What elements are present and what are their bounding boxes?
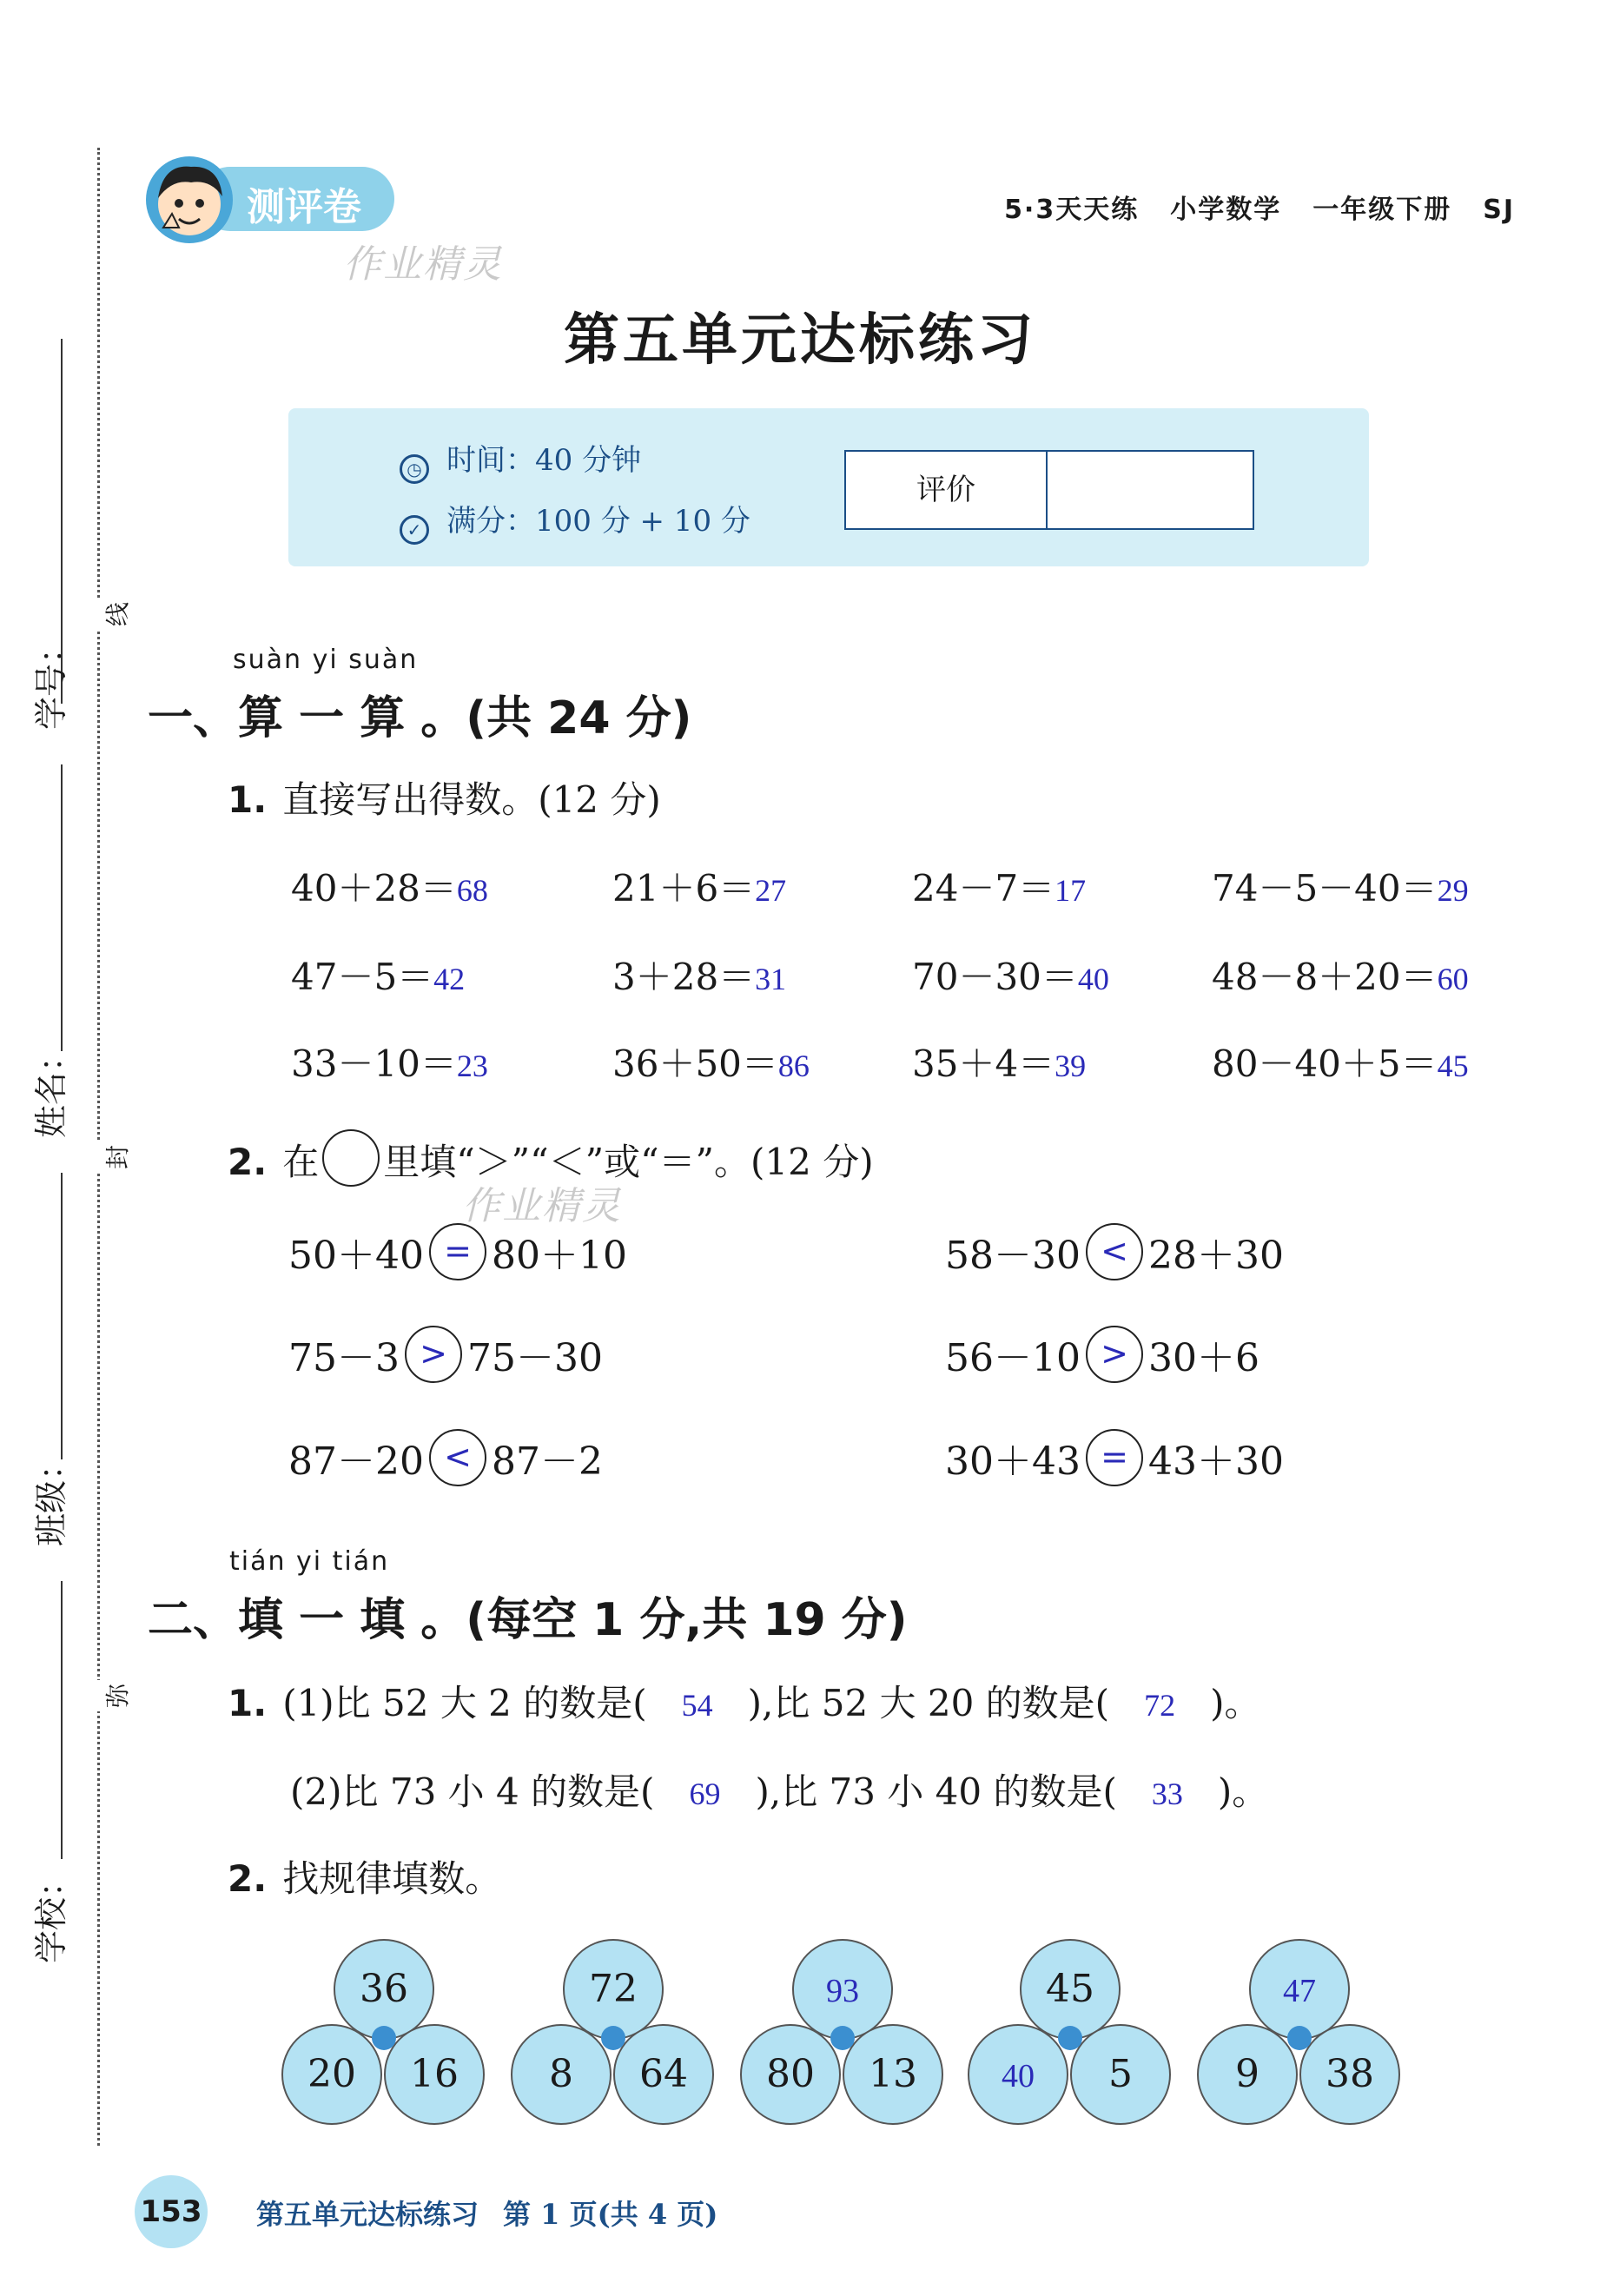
class-label: 班级：	[32, 1446, 70, 1546]
compare-item	[288, 1326, 603, 1383]
calc-answer[interactable]: 23	[456, 1049, 488, 1083]
clover-number: 40	[1002, 2058, 1035, 2094]
calc-answer[interactable]: 27	[755, 873, 787, 908]
compare-left: 30＋43	[945, 1439, 1081, 1484]
clover-number: 72	[589, 1967, 638, 2011]
clover-petal-right	[843, 2024, 943, 2125]
clover-number: 8	[549, 2052, 573, 2096]
number-clover	[1195, 1939, 1404, 2139]
calc-item	[1212, 949, 1469, 1001]
watermark: 作业精灵	[343, 242, 503, 287]
calc-expression: 3＋28＝	[612, 956, 756, 998]
clover-petal-right	[1070, 2024, 1171, 2125]
subject-name: 小学数学	[1170, 195, 1282, 225]
s2-q2-prompt	[228, 1850, 501, 1902]
fill-text: )。	[1210, 1682, 1261, 1724]
calc-answer[interactable]: 40	[1077, 962, 1109, 996]
calc-expression: 35＋4＝	[912, 1042, 1055, 1085]
compare-left: 50＋40	[288, 1234, 424, 1278]
calc-answer[interactable]: 86	[777, 1049, 810, 1083]
school-line	[61, 1581, 63, 1859]
answer-blank[interactable]: 54	[681, 1688, 713, 1723]
page-number: 153	[135, 2175, 208, 2248]
compare-item	[945, 1429, 1284, 1486]
info-box	[288, 408, 1369, 566]
clover-petal-left	[1197, 2024, 1298, 2125]
calc-item	[912, 860, 1086, 912]
compare-item	[288, 1223, 627, 1280]
calc-answer[interactable]: 68	[456, 873, 488, 908]
time-row	[400, 436, 641, 484]
clover-number: 13	[869, 2052, 917, 2096]
clover-number: 45	[1046, 1967, 1094, 2011]
clover-number: 36	[360, 1967, 408, 2011]
clover-petal-left	[740, 2024, 841, 2125]
school-label: 学校：	[32, 1863, 70, 1963]
footer	[135, 2175, 969, 2248]
time-label: 时间：40 分钟	[446, 443, 642, 478]
clover-number: 64	[639, 2052, 688, 2096]
s1-q2-text-before: 在	[282, 1141, 320, 1183]
s2-q1-line2	[290, 1763, 1268, 1816]
clover-number: 16	[410, 2052, 459, 2096]
calc-item	[291, 949, 465, 1001]
calc-expression: 36＋50＝	[612, 1042, 778, 1085]
clover-petal-right	[1299, 2024, 1400, 2125]
clover-number: 20	[307, 2052, 356, 2096]
compare-sign-circle[interactable]: =	[429, 1223, 486, 1280]
student-id-label: 学号：	[32, 630, 70, 730]
s2-q1-line1	[228, 1675, 1260, 1727]
clover-center-dot	[1287, 2026, 1312, 2050]
calc-expression: 33－10＝	[291, 1042, 457, 1085]
compare-left: 87－20	[288, 1439, 424, 1484]
check-icon: ✓	[400, 515, 429, 545]
clover-petal-top	[563, 1939, 664, 2040]
calc-item	[291, 1036, 488, 1088]
compare-right: 75－30	[466, 1336, 603, 1380]
compare-left: 75－3	[288, 1336, 400, 1380]
clover-number: 47	[1283, 1973, 1316, 2009]
clover-petal-top[interactable]	[1249, 1939, 1350, 2040]
footer-page: 第 1 页(共 4 页)	[503, 2198, 718, 2231]
compare-right: 28＋30	[1147, 1234, 1284, 1278]
calc-item	[912, 1036, 1086, 1088]
answer-blank[interactable]: 72	[1144, 1688, 1176, 1723]
compare-sign-circle[interactable]: >	[405, 1326, 462, 1383]
compare-item	[288, 1429, 603, 1486]
calc-item	[612, 949, 786, 1001]
clock-icon: ◷	[400, 454, 429, 484]
compare-sign-circle[interactable]: =	[1086, 1429, 1143, 1486]
section1-pinyin: suàn yi suàn	[233, 645, 419, 675]
calc-item	[1212, 1036, 1469, 1088]
calc-expression: 24－7＝	[912, 867, 1055, 910]
clover-petal-right	[384, 2024, 485, 2125]
fill-text: ),比 52 大 20 的数是(	[747, 1682, 1110, 1724]
seal-feng: 封	[97, 1141, 136, 1173]
answer-blank[interactable]: 69	[689, 1777, 721, 1811]
name-label: 姓名：	[32, 1038, 70, 1138]
calc-item	[612, 1036, 810, 1088]
fill-text: (1)比 52 大 2 的数是(	[282, 1682, 647, 1724]
grade-name: 一年级下册	[1312, 195, 1452, 225]
s1-q2-text-after: 里填“＞”“＜”或“＝”。(12 分)	[383, 1141, 874, 1183]
calc-item	[612, 860, 786, 912]
calc-expression: 80－40＋5＝	[1212, 1042, 1438, 1085]
compare-right: 30＋6	[1147, 1336, 1260, 1380]
compare-left: 58－30	[945, 1234, 1081, 1278]
number-clover	[280, 1939, 488, 2139]
calc-expression: 21＋6＝	[612, 867, 756, 910]
s1-q1-prompt	[228, 771, 661, 824]
edition-name: SJ	[1483, 195, 1515, 225]
calc-expression: 74－5－40＝	[1212, 867, 1438, 910]
compare-sign-circle[interactable]: <	[1086, 1223, 1143, 1280]
clover-petal-right	[613, 2024, 714, 2125]
calc-answer[interactable]: 31	[755, 962, 787, 996]
clover-number: 5	[1108, 2052, 1133, 2096]
score-label: 满分：100 分 + 10 分	[446, 504, 750, 539]
compare-sign-circle[interactable]: <	[429, 1429, 486, 1486]
clover-number: 80	[766, 2052, 815, 2096]
calc-expression: 40＋28＝	[291, 867, 457, 910]
book-info	[973, 188, 1515, 226]
calc-answer[interactable]: 17	[1055, 873, 1087, 908]
calc-answer[interactable]: 39	[1055, 1049, 1087, 1083]
clover-number: 93	[826, 1973, 859, 2009]
evaluation-label: 评价	[846, 452, 1048, 528]
s2-q2-text: 找规律填数。	[282, 1857, 502, 1900]
s1-q2-number: 2.	[228, 1141, 268, 1183]
calc-answer[interactable]: 29	[1437, 873, 1469, 908]
fill-text: ),比 73 小 40 的数是(	[755, 1770, 1117, 1813]
compare-right: 80＋10	[491, 1234, 627, 1278]
calc-answer[interactable]: 42	[433, 962, 466, 996]
compare-sign-circle[interactable]: >	[1086, 1326, 1143, 1383]
section2-pinyin: tián yi tián	[229, 1546, 390, 1577]
number-clover	[509, 1939, 717, 2139]
calc-item	[291, 860, 488, 912]
clover-petal-top	[334, 1939, 434, 2040]
badge-label: 测评卷	[247, 185, 361, 229]
clover-number: 9	[1235, 2052, 1260, 2096]
number-clover	[966, 1939, 1174, 2139]
clover-center-dot	[1058, 2026, 1082, 2050]
fill-text: )。	[1217, 1770, 1269, 1813]
clover-center-dot	[830, 2026, 855, 2050]
blank-circle-icon	[322, 1129, 380, 1187]
clover-number: 38	[1326, 2052, 1374, 2096]
s2-q2-number: 2.	[228, 1857, 268, 1900]
compare-left: 56－10	[945, 1336, 1081, 1380]
calc-expression: 70－30＝	[912, 956, 1078, 998]
clover-petal-left[interactable]	[968, 2024, 1068, 2125]
series-name: 5·3天天练	[1004, 195, 1140, 225]
section2-title: 二、填 一 填 。(每空 1 分,共 19 分)	[148, 1594, 908, 1646]
compare-item	[945, 1223, 1284, 1280]
mascot-icon	[146, 156, 233, 243]
number-clover	[738, 1939, 947, 2139]
page-title: 第五单元达标练习	[564, 308, 1036, 373]
s2-q1-number: 1.	[228, 1682, 268, 1724]
compare-right: 43＋30	[1147, 1439, 1284, 1484]
clover-petal-top	[1020, 1939, 1121, 2040]
calc-item	[912, 949, 1109, 1001]
footer-section: 第五单元达标练习	[256, 2198, 479, 2231]
name-line	[61, 764, 63, 1051]
seal-mi: 弥	[97, 1680, 136, 1711]
fill-text: (2)比 73 小 4 的数是(	[290, 1770, 655, 1813]
clover-center-dot	[372, 2026, 396, 2050]
calc-answer[interactable]: 45	[1437, 1049, 1469, 1083]
calc-expression: 47－5＝	[291, 956, 434, 998]
section1-title: 一、算 一 算 。(共 24 分)	[148, 692, 692, 744]
clover-petal-top[interactable]	[792, 1939, 893, 2040]
s1-q1-text: 直接写出得数。(12 分)	[282, 778, 661, 821]
evaluation-box[interactable]	[844, 450, 1254, 530]
answer-blank[interactable]: 33	[1151, 1777, 1183, 1811]
calc-expression: 48－8＋20＝	[1212, 956, 1438, 998]
calc-answer[interactable]: 60	[1437, 962, 1469, 996]
clover-petal-left	[511, 2024, 612, 2125]
clover-petal-left	[281, 2024, 382, 2125]
seal-xian: 线	[97, 599, 136, 630]
compare-right: 87－2	[491, 1439, 603, 1484]
calc-item	[1212, 860, 1469, 912]
test-badge	[146, 156, 398, 243]
s1-q1-number: 1.	[228, 778, 268, 821]
compare-item	[945, 1326, 1260, 1383]
clover-center-dot	[601, 2026, 625, 2050]
score-row	[400, 497, 750, 545]
footer-text	[256, 2193, 717, 2233]
class-line	[61, 1173, 63, 1459]
watermark: 作业精灵	[462, 1184, 622, 1228]
